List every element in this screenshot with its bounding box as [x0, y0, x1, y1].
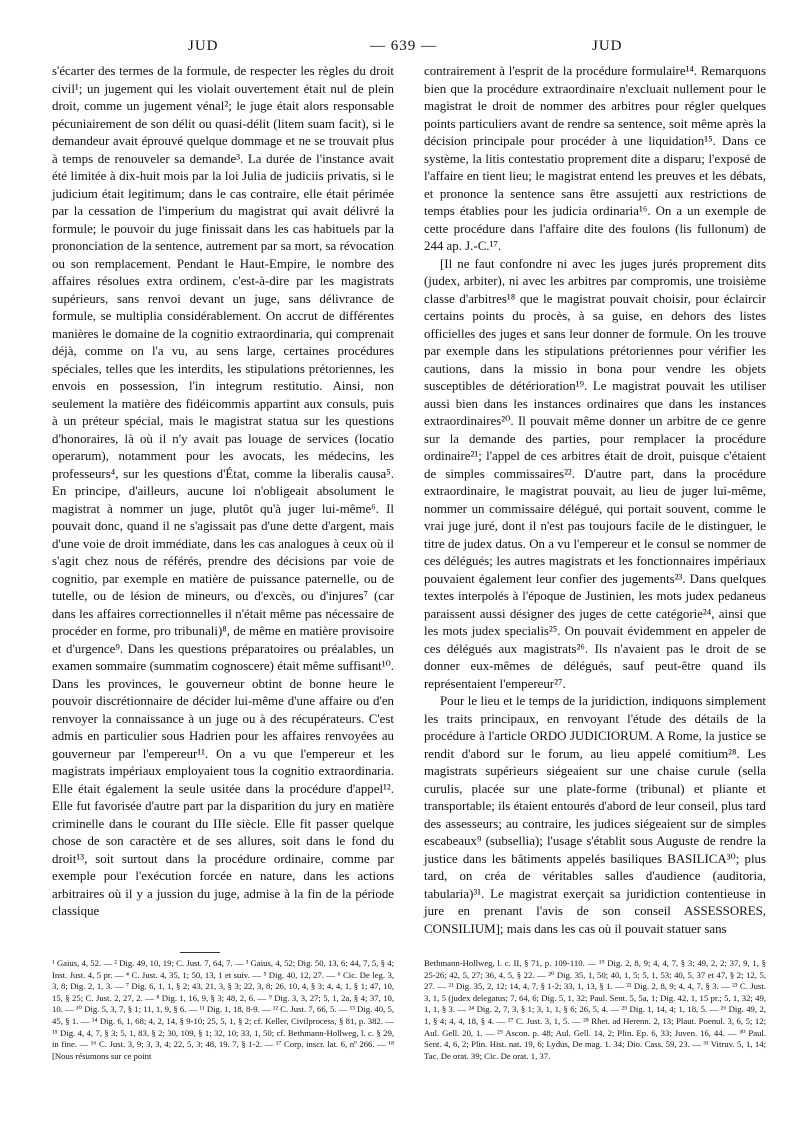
running-header [52, 38, 764, 60]
right-column [424, 63, 766, 938]
footnotes-left: ¹ Gaius, 4, 52. — ² Dig. 49, 10, 19; C. Just. 7, 64, 7. — ³ Gaius, 4, 52; Dig. 50, 13, 6; 44, 7, 5, § 4; Inst. Just. 4, 5 pr. — ⁴ C. Just. 4, 35, 1; 50, 13, 1 et suiv. — ⁵ Dig. 40, 12, 27. — ⁶ Cic. De leg. 3, 3, 8; Dig. 2, 1, 3. — ⁷ Dig. 6, 1, 1, § 2; 43, 21, 3, § 3; 22, 3, 8; 26, 10, 4, § 3; 4, 4, 1, § 1; 47, 10, 15, § 25; C. Just. 2, 27, 2. — ⁸ Dig. 1, 16, 9, § 3; 48, 2, 6. — ⁹ Dig. 3, 3, 27; 5, 1, 2a, § 4; 37, 10, 10. — ¹⁰ Dig. 5, 3, 7, § 1; 11, 1, 9, § 6. — ¹¹ Dig. 1, 18, 8-9. — ¹² C. Just. 7, 66, 5. — ¹³ Dig. 40, 5, 45, § 1. — ¹⁴ Dig. 6, 1, 68; 4, 2, 14, § 9-10; 25, 5, 1, § 2; cf. Keller, Civilprocess, § 81, p. 382. — ¹⁵ Dig. 4, 4, 7, § 3; 5, 1, 83, § 2; 30, 109, § 1; 32, 10; 33, 1, 50; cf. Bethmann-Hollweg, l. c. § 29, in fine. — ¹⁶ C. Just. 3, 9; 3, 3, 4; 22, 5, 3; 48, 19. 7, § 1-2. — ¹⁷ Corp. inscr. lat. 6, nº 266. — ¹⁸ [Nous résumons sur ce point [52, 958, 394, 1061]
footnotes-right: Bethmann-Hollweg, l. c. II, § 71, p. 109-110. — ¹⁹ Dig. 2, 8, 9; 4, 4, 7, § 3; 49, 2, 2; 37, 9, 1, § 25-26; 42, 5, 27; 36, 4, 5, § 22. — ²⁰ Dig. 35, 1, 50; 40, 1, 5; 5, 1, 53; 40, 5, 37 et 47, § 2; 12, 5, 27. — ²¹ Dig. 35, 2, 12; 14, 4, 7, § 1-2; 33, 1, 13, § 1. — ²² Dig. 2, 8, 9; 4, 4, 7, § 3. — ²³ C. Just. 3, 1, 5 (judex delegatus; 7, 64, 6; Dig. 5, 1, 32; Paul. Sent. 5, 5a, 1; Dig. 42, 1, 15 pr.; 5, 1, 32; 49, 1, 1, § 3. — ²⁴ Dig. 2, 7, 3, § 1; 3, 1, 1, § 6; 26, 5, 4. — ²⁵ Dig. 1, 14, 4; 1, 18, 5. — ²⁶ Dig. 49, 2, 1, § 4; 4, 4, 18, § 4. — ²⁷ C. Just. 3, 1, 5. — ²⁸ Rhet. ad Herenn. 2, 13; Plaut. Poenul. 3, 6, 5; 12; Aul. Gell. 20, 1. — ²⁹ Ascon. p. 48; Aul. Gell. 14, 2; Plin. Ep. 6, 33; Juven. 16, 44. — ³⁰ Paul. Sent. 4, 6, 2; Plin. Hist. nat. 19, 6; Lydus, De mag. 1. 34; Dio. Cass. 59, 23. — ³¹ Vitruv. 5, 1, 14; Tac. De orat. 39; Cic. De orat. 1, 37. [424, 958, 766, 1061]
page-number: — 639 — [370, 38, 437, 54]
right-paragraph-1: contrairement à l'esprit de la procédure formulaire¹⁴. Remarquons bien que la procédure extraordinaire n'excluait nullement pour le magistrat le droit de nommer des arbitres pour régler quelques points particuliers avant de rendre sa sentence, soit même après la décision principale pour procéder à une liquidation¹⁵. Dans ce système, la litis contestatio proprement dite a disparu; l'exposé de l'affaire en tient lieu; le magistrat entend les preuves et les débats, et prononce la sentence sans être assujetti aux restrictions de temps établies pour les judicia ordinaria¹⁶. On a un exemple de cette procédure dans l'affaire dite des foulons (lis fullonum) de 244 ap. J.-C.¹⁷. [424, 64, 766, 253]
header-left-word: JUD [188, 38, 219, 54]
header-right-word: JUD [592, 38, 623, 54]
footnote-divider [180, 952, 220, 953]
right-paragraph-3: Pour le lieu et le temps de la juridiction, indiquons simplement les traits principaux, en renvoyant l'étude des détails de la procédure à l'article ORDO JUDICIORUM. A Rome, la justice se rendit d'abord sur le forum, au lieu appelé comitium²⁸. Les magistrats supérieurs siégeaient sur une chaise curule (sella curulis, placée sur une plate-forme (tribunal) et pliante et transportable; ils étaient entourés d'abord de leur conseil, plus tard des assesseurs; au contraire, les judices siégeaient sur de simples escabeaux⁹ (subsellia); l'usage s'établit sous Auguste de rendre la justice dans les bâtiments appelés basiliques BASILICA³⁰; plus tard, on créa de véritables salles d'audience (auditoria, tabularia)³¹. Le magistrat exerçait sa juridiction contentieuse in jure en prenant l'avis de son conseil ASSESSORES, CONSILIUM]; mais dans les cas où il pouvait statuer sans [424, 694, 766, 936]
left-paragraph-1: s'écarter des termes de la formule, de respecter les règles du droit civil¹; un jugement qui les violait ouvertement était nul de plein droit, comme un jugement vénal²; le juge était alors responsable pécuniairement de son délit ou quasi-délit (litem suam facit), si le demandeur avait éprouvé quelque dommage et ne se trouvait plus à temps de renouveler sa demande³. La durée de l'instance avait été limitée à dix-huit mois par la loi Julia de judiciis privatis, si le judicium était legitimum; dans le cas contraire, elle était périmée par la cessation de l'imperium du magistrat qui avait délivré la formule; le pouvoir du juge finissait dans les cas habituels par la prononciation de la sentence, autrement par sa mort, sa révocation ou son remplacement. Pendant le Haut-Empire, le nombre des affaires résolues extra ordinem, c'est-à-dire par les magistrats supérieurs, sans renvoi devant un juge, sans délivrance de formule, se multiplia considérablement. On accrut de différentes manières le domaine de la cognitio extraordinaria, qui comprenait déjà, comme on l'a vu, au sens large, certaines procédures spéciales, telles que les interdits, les stipulations prétoriennes, les envois en possession, l'in integrum restitutio. Ainsi, non seulement la matière des fidéicommis appartint aux consuls, puis à un préteur spécial, mais le magistrat statua sur les questions d'honoraires, là où il n'y avait pas louage de services (locatio operarum), notamment pour les avocats, les médecins, les professeurs⁴, sur les questions d'État, comme la liberalis causa⁵. En principe, d'ailleurs, aucune loi n'obligeait absolument le magistrat à nommer un juge, plutôt qu'à juger lui-même⁶. Il pouvait donc, quand il ne s'agissait pas d'une dette d'argent, mais d'une voie de droit immédiate, dans les cas analogues à ceux où il s'agit chez nous de référés, prendre des décisions par voie de cognitio, par exemple en matière de puissance paternelle, ou de tutelle, ou de lésion de mineurs, ou d'excès, ou d'injures⁷ (car dans les affaires correctionnelles il n'était même pas nécessaire de procéder en forme, pro tribunali)⁸, de même en matière provisoire et d'urgence⁹. Dans les questions préparatoires ou préalables, un examen sommaire (summatim cognoscere) était même suffisant¹⁰. Dans les provinces, le gouverneur obtint de bonne heure le pouvoir discrétionnaire de décider lui-même d'une affaire ou d'en renvoyer la connaissance à un juge ou à des récupérateurs. C'est admis en particulier sous Hadrien pour les affaires renvoyées au gouverneur par l'empereur¹¹. On a vu que l'empereur et les magistrats impériaux employaient tous la cognitio extraordinaria. Elle était également la seule usitée dans la procédure d'appel¹². Elle fut favorisée d'autre part par la disparition du jury en matière criminelle dans le courant du IIIe siècle. Elle fit passer quelque chose de son caractère et de ses allures, soit dans le fond du droit¹³, soit surtout dans la procédure ordinaire, comme par exemple pour l'exécution forcée en nature, dans les actions arbitraires où il y a jussion du juge, admise à la fin de la période classique [52, 64, 394, 918]
right-paragraph-2: [Il ne faut confondre ni avec les juges jurés proprement dits (judex, arbiter), ni avec les arbitres par compromis, une troisième classe d'arbitres¹⁸ que le magistrat pouvait choisir, pour éclaircir certains points du procès, à sa guise, en dehors des listes officielles des juges et sans leur donner de formule. On les trouve par exemple dans les stipulations prétoriennes pour vérifier les cautions, dans la missio in bona pour vendre les objets susceptibles de détérioration¹⁹. Le magistrat pouvait les utiliser aussi bien dans les instances ordinaires que dans les instances extraordinaires²⁰. Il pouvait même donner un arbitre de ce genre sur la demande des parties, pour remplacer la procédure ordinaire²¹; l'appel de ces arbitres était de droit, puisque c'étaient de simples commissaires²². D'autre part, dans la procédure extraordinaire, le magistrat pouvait, au lieu de juger lui-même, nommer un commissaire délégué, qui portait souvent, comme le vrai juge juré, dont il n'est pas toujours facile de le distinguer, le titre de judex datus. On a vu l'empereur et le consul se nommer de ces délégués; les autres magistrats et les fonctionnaires impériaux pouvaient également leur confier des jugements²³. Dans quelques textes interpolés à l'époque de Justinien, les mots judex pedaneus paraissent aussi désigner des juges de cette catégorie²⁴, ainsi que les mots judex specialis²⁵. On pouvait évidemment en appeler de ces délégués aux magistrats²⁶. Ils n'avaient pas le droit de se donner eux-mêmes de délégués, sauf peut-être quand ils représentaient l'empereur²⁷. [424, 256, 766, 691]
left-column [52, 63, 394, 921]
